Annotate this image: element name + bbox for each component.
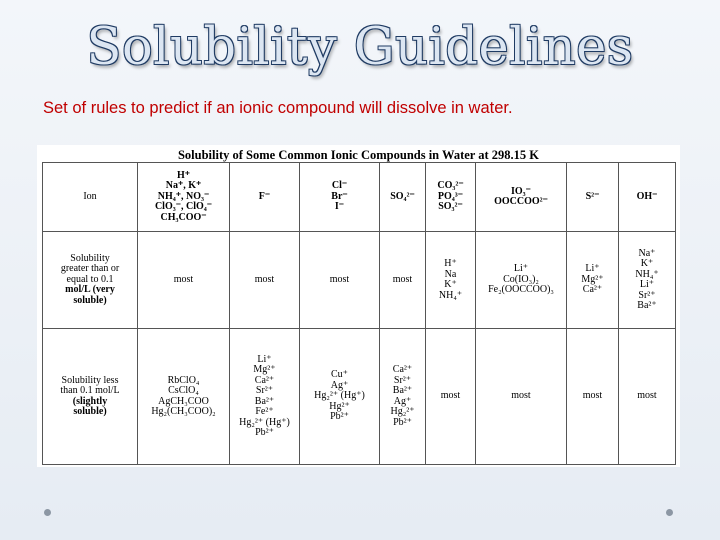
header-cell: Cl⁻ Br⁻ I⁻ [300, 163, 380, 232]
table-cell: most [230, 232, 300, 329]
slide-title: Solubility Guidelines [86, 18, 634, 77]
header-cell: S²⁻ [567, 163, 619, 232]
table-row [43, 329, 676, 465]
solubility-table [42, 162, 676, 465]
header-cell: F⁻ [230, 163, 300, 232]
slide-corner-dot [44, 509, 51, 516]
header-cell: SO₄²⁻ [380, 163, 426, 232]
row-label-cell: Solubility greater than or equal to 0.1 mol/L (very soluble) [43, 232, 138, 329]
table-caption: Solubility of Some Common Ionic Compounds in Water at 298.15 K [177, 148, 540, 162]
table-cell: most [138, 232, 230, 329]
table-cell: RbClO₄ CsClO₄ AgCH₃COO Hg₂(CH₃COO)₂ [138, 329, 230, 465]
table-cell: Na⁺ K⁺ NH₄⁺ Li⁺ Sr²⁺ Ba²⁺ [619, 232, 676, 329]
table-cell: Li⁺ Mg²⁺ Ca²⁺ [567, 232, 619, 329]
table-cell: most [300, 232, 380, 329]
table-cell: most [380, 232, 426, 329]
table-cell: most [567, 329, 619, 465]
row-label-cell: Solubility less than 0.1 mol/L (slightly soluble) [43, 329, 138, 465]
header-cell: IO₃⁻ OOCCOO²⁻ [476, 163, 567, 232]
header-cell: OH⁻ [619, 163, 676, 232]
slide-corner-dot [666, 509, 673, 516]
table-cell: most [619, 329, 676, 465]
table-cell: most [476, 329, 567, 465]
table-header-row [43, 163, 676, 232]
table-cell: Cu⁺ Ag⁺ Hg₂²⁺ (Hg⁺) Hg²⁺ Pb²⁺ [300, 329, 380, 465]
table-cell: Ca²⁺ Sr²⁺ Ba²⁺ Ag⁺ Hg₂²⁺ Pb²⁺ [380, 329, 426, 465]
table-cell: H⁺ Na K⁺ NH₄⁺ [426, 232, 476, 329]
solubility-table-figure [37, 145, 680, 467]
table-row [43, 232, 676, 329]
header-label-cell: Ion [43, 163, 138, 232]
table-cell: Li⁺ Co(IO₃)₂ Fe₂(OOCCOO)₃ [476, 232, 567, 329]
slide-subtitle: Set of rules to predict if an ionic compound will dissolve in water. [43, 99, 513, 117]
table-cell: Li⁺ Mg²⁺ Ca²⁺ Sr²⁺ Ba²⁺ Fe²⁺ Hg₂²⁺ (Hg⁺) Pb²⁺ [230, 329, 300, 465]
table-cell: most [426, 329, 476, 465]
header-cell: CO₃²⁻ PO₄³⁻ SO₃²⁻ [426, 163, 476, 232]
header-cell: H⁺ Na⁺, K⁺ NH₄⁺, NO₃⁻ ClO₃⁻, ClO₄⁻ CH₃COO⁻ [138, 163, 230, 232]
